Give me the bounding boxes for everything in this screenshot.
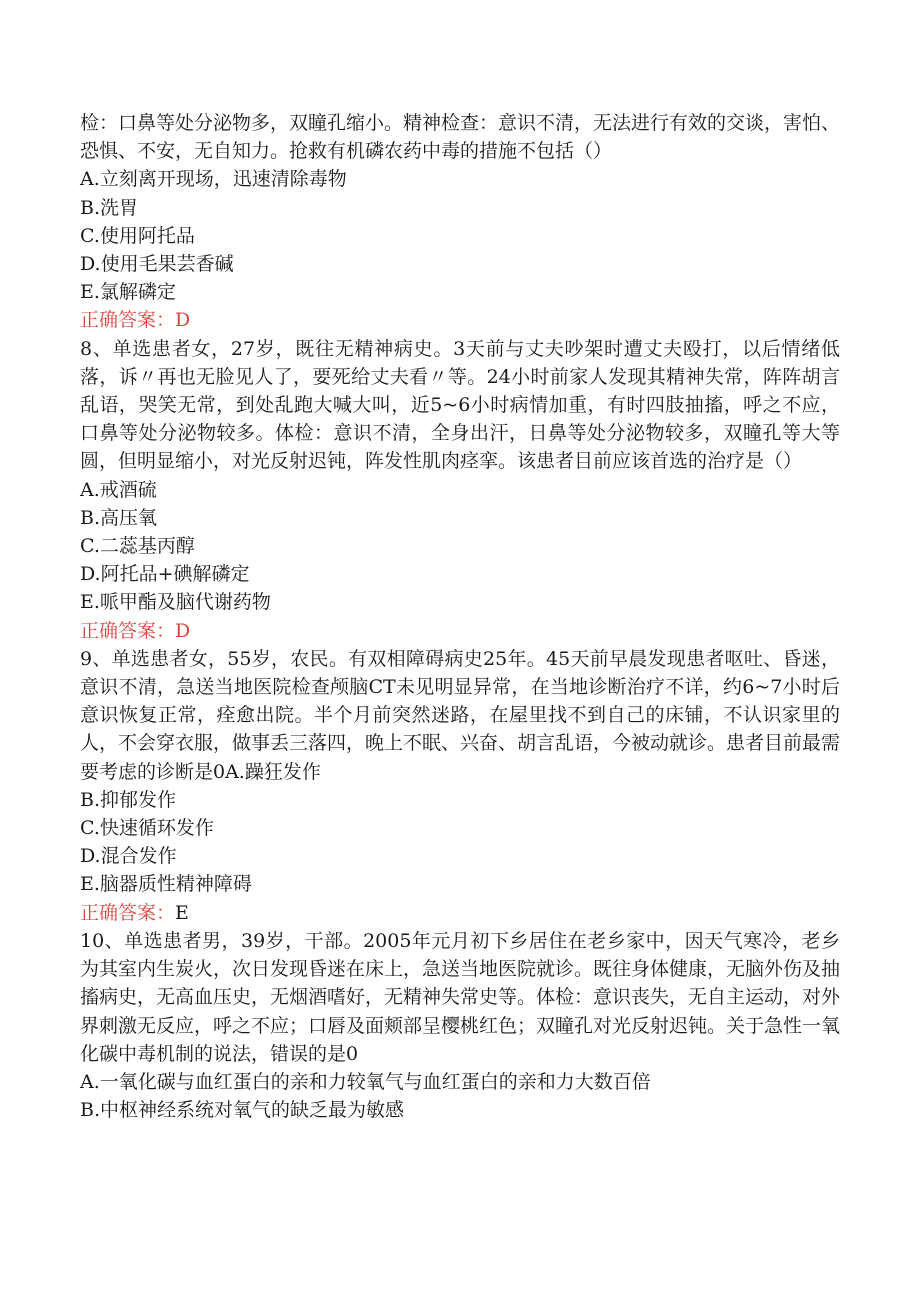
question-7-option-a: A.立刻离开现场，迅速清除毒物 — [80, 168, 347, 191]
answer-value: D — [175, 619, 191, 642]
question-9-option-b: B.抑郁发作 — [80, 788, 177, 811]
answer-label: 正确答案： — [80, 309, 176, 332]
question-8-option-c: C.二蕊基丙醇 — [80, 535, 195, 558]
question-10-option-b: B.中枢神经系统对氧气的缺乏最为敏感 — [80, 1099, 405, 1122]
question-8-stem: 8、单选患者女，27岁，既往无精神病史。3天前与丈夫吵架时遭丈夫殴打，以后情绪低落，诉〃再也无脸见人了，要死给丈夫看〃等。24小时前家人发现其精神失常，阵阵胡言乱语，哭笑无常，到处乱跑大喊大叫，近5~6小时病情加重，有时四肢抽搐，呼之不应，口鼻等处分泌物较多。体检：意识不清，全身出汗，日鼻等处分泌物较多，双瞳孔等大等圆，但明显缩小，对光反射迟钝，阵发性肌肉痉挛。该患者目前应该首选的治疗是（） — [80, 337, 840, 473]
answer-value: E — [175, 901, 189, 924]
question-10-stem: 10、单选患者男，39岁，干部。2005年元月初下乡居住在老乡家中，因天气寒冷，老乡为其室内生炭火，次日发现昏迷在床上，急送当地医院就诊。既往身体健康，无脑外伤及抽搐病史，无高血压史，无烟酒嗜好，无精神失常史等。体检：意识丧失，无自主运动，对外界刺激无反应，呼之不应；口唇及面颊部呈樱桃红色；双瞳孔对光反射迟钝。关于急性一氧化碳中毒机制的说法，错误的是0 — [80, 929, 841, 1065]
question-7-option-d: D.使用毛果芸香碱 — [80, 253, 234, 276]
answer-value: D — [175, 309, 191, 332]
question-9-option-c: C.快速循环发作 — [80, 817, 214, 840]
question-9-stem: 9、单选患者女，55岁，农民。有双相障碍病史25年。45天前早晨发现患者呕吐、昏迷，意识不清，急送当地医院检查颅脑CT未见明显异常，在当地诊断治疗不详，约6~7小时后意识恢复正常，痊愈出院。半个月前突然迷路，在屋里找不到自己的床铺，不认识家里的人，不会穿衣服，做事丢三落四，晚上不眠、兴奋、胡言乱语，今被动就诊。患者目前最需要考虑的诊断是0A.躁狂发作 — [80, 647, 841, 783]
document-page — [80, 109, 840, 1124]
question-8-option-b: B.高压氧 — [80, 506, 158, 529]
question-9-option-e: E.脑器质性精神障碍 — [80, 873, 252, 896]
question-8-answer — [80, 617, 840, 645]
question-9-option-d: D.混合发作 — [80, 845, 177, 868]
question-9-answer — [80, 899, 840, 927]
question-10-option-a: A.一氧化碳与血红蛋白的亲和力较氧气与血红蛋白的亲和力大数百倍 — [80, 1070, 651, 1093]
question-7-stem: 检：口鼻等处分泌物多，双瞳孔缩小。精神检查：意识不清，无法进行有效的交谈，害怕、恐惧、不安，无自知力。抢救有机磷农药中毒的措施不包括（） — [80, 112, 841, 163]
question-7-option-e: E.氯解磷定 — [80, 281, 176, 304]
answer-label: 正确答案： — [80, 901, 176, 924]
question-8-option-d: D.阿托品+碘解磷定 — [80, 563, 250, 586]
question-8-option-a: A.戒酒硫 — [80, 478, 157, 501]
answer-label: 正确答案： — [80, 619, 176, 642]
question-8-option-e: E.哌甲酯及脑代谢药物 — [80, 591, 271, 614]
question-7-answer — [80, 306, 840, 334]
question-7-option-c: C.使用阿托品 — [80, 224, 195, 247]
question-7-option-b: B.洗胃 — [80, 196, 139, 219]
